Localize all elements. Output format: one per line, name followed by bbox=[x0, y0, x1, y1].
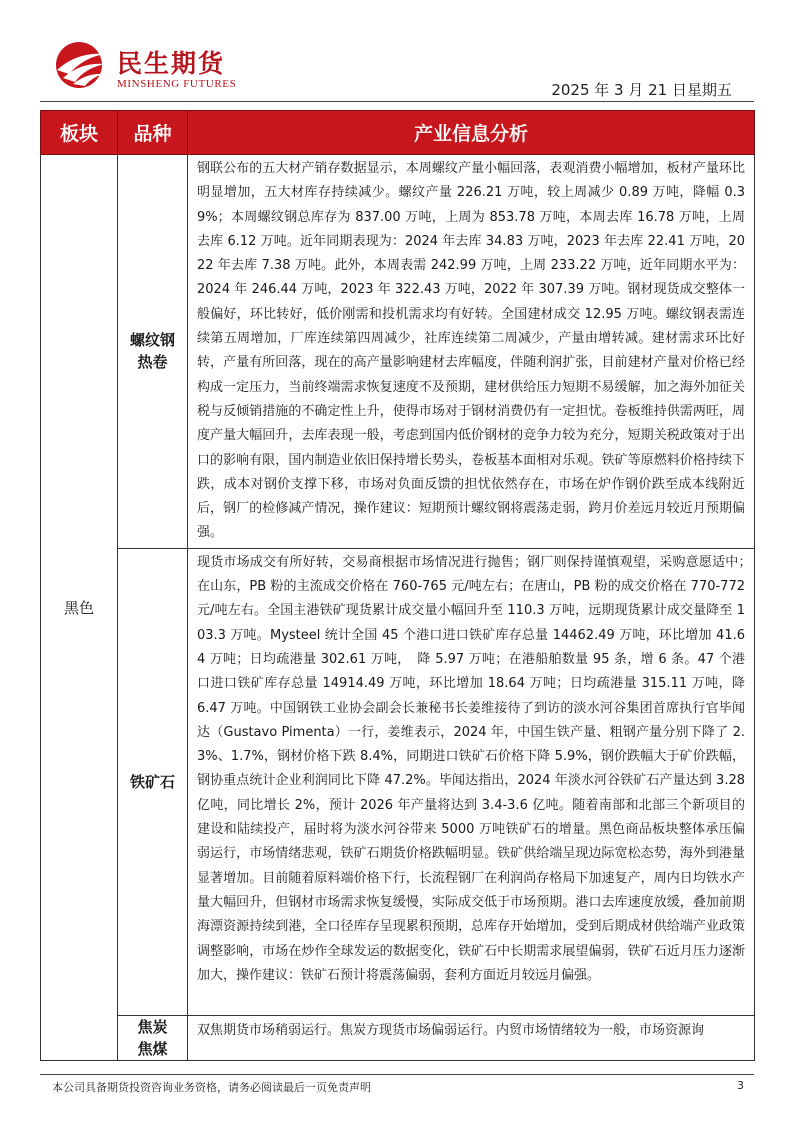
product-cell bbox=[118, 548, 188, 1015]
page-number: 3 bbox=[737, 1079, 744, 1092]
analysis-text: 现货市场成交有所好转，交易商根据市场情况进行抛售；钢厂则保持谨慎观望，采购意愿适中； 在山东，PB 粉的主流成交价格在 760-765 元/吨左右；在唐山，PB 粉的成交价格在 770-772 元/吨左右。全国主港铁矿现货累计成交量小幅回升至 110.3 万吨，远期现货累计成交量降至 103.3 万吨。Mysteel 统计全国 45 个港口进口铁矿库存总量 14462.49 万吨，环比增加 41.64 万吨；日均疏港量 302.61 万吨， 降 5.97 万吨；在港船舶数量 95 条，增 6 条。47 个港口进口铁矿库存总量 14914.49 万吨，环比增加 18.64 万吨；日均疏港量 315.11 万吨，降 6.47 万吨。中国钢铁工业协会副会长兼秘书长姜维接待了到访的淡水河谷集团首席执行官毕闻达（Gustavo Pimenta）一行，姜维表示，2024 年，中国生铁产量、粗钢产量分别下降了 2.3%、1.7%，钢材价格下跌 8.4%，同期进口铁矿石价格下降 5.9%，钢价跌幅大于矿价跌幅，钢协重点统计企业利润同比下降 47.2%。毕闻达指出，2024 年淡水河谷铁矿石产量达到 3.28 亿吨，同比增长 2%，预计 2026 年产量将达到 3.4-3.6 亿吨。随着南部和北部三个新项目的建设和陆续投产，届时将为淡水河谷带来 5000 万吨铁矿石的增量。黑色商品板块整体承压偏弱运行，市场情绪悲观，铁矿石期货价格跌幅明显。铁矿供给端呈现边际宽松态势，海外到港量显著增加。目前随着原料端价格下行，长流程钢厂在利润尚存格局下加速复产，周内日均铁水产量大幅回升，但钢材市场需求恢复缓慢，实际成交低于市场预期。港口去库速度放缓，叠加前期海漂资源持续到港，全口径库存呈现累积预期，总库存开始增加，受到后期成材供给端产业政策调整影响，市场在炒作全球发运的数据变化，铁矿石中长期需求展望偏弱，铁矿石近月压力逐渐加大，操作建议：铁矿石预计将震荡偏弱，套利方面近月较远月偏强。 bbox=[188, 548, 755, 1015]
table-row bbox=[41, 548, 755, 1015]
product-name: 焦炭 bbox=[137, 1017, 168, 1036]
footer-divider bbox=[40, 1074, 754, 1075]
brand-name-en: MINSHENG FUTURES bbox=[117, 78, 237, 90]
sector-cell: 黑色 bbox=[41, 155, 118, 1061]
column-header-sector: 板块 bbox=[41, 111, 118, 155]
product-cell bbox=[118, 1015, 188, 1060]
product-name: 螺纹钢 bbox=[129, 331, 175, 350]
report-date: 2025 年 3 月 21 日星期五 bbox=[551, 81, 732, 99]
product-name: 焦煤 bbox=[137, 1039, 168, 1058]
product-name: 铁矿石 bbox=[129, 772, 175, 791]
table-row bbox=[41, 155, 755, 549]
footer-disclaimer: 本公司具备期货投资咨询业务资格，请务必阅读最后一页免责声明 bbox=[52, 1081, 371, 1094]
product-name: 热卷 bbox=[137, 353, 168, 372]
minsheng-logo-icon bbox=[49, 40, 109, 90]
analysis-text: 双焦期货市场稍弱运行。焦炭方现货市场偏弱运行。内贸市场情绪较为一般，市场资源询 bbox=[188, 1015, 755, 1060]
table-row bbox=[41, 1015, 755, 1060]
industry-analysis-table bbox=[40, 110, 759, 1061]
header-divider bbox=[40, 101, 754, 102]
brand-name-cn: 民生期货 bbox=[117, 49, 226, 78]
column-header-product: 品种 bbox=[118, 111, 188, 155]
product-cell bbox=[118, 155, 188, 549]
column-header-analysis: 产业信息分析 bbox=[188, 111, 755, 155]
table-header-row bbox=[41, 111, 755, 155]
analysis-text: 钢联公布的五大材产销存数据显示，本周螺纹产量小幅回落，表观消费小幅增加，板材产量环比明显增加，五大材库存持续减少。螺纹产量 226.21 万吨，较上周减少 0.89 万吨，降幅 0.39%；本周螺纹钢总库存为 837.00 万吨，上周为 853.78 万吨，本周去库 16.78 万吨，上周去库 6.12 万吨。近年同期表现为：2024 年去库 34.83 万吨，2023 年去库 22.41 万吨，2022 年去库 7.38 万吨。此外，本周表需 242.99 万吨，上周 233.22 万吨，近年同期水平为：2024 年 246.44 万吨，2023 年 322.43 万吨，2022 年 307.39 万吨。钢材现货成交整体一般偏好，环比转好，低价刚需和投机需求均有好转。全国建材成交 12.95 万吨。螺纹钢表需连续第五周增加，厂库连续第四周减少，社库连续第二周减少，产量由增转减。建材需求环比好转，产量有所回落，现在的高产量影响建材去库幅度，伴随利润扩张，目前建材产量对价格已经构成一定压力，当前终端需求恢复速度不及预期，建材供给压力短期不易缓解，加之海外加征关税与反倾销措施的不确定性上升，使得市场对于钢材消费仍有一定担忧。卷板维持供需两旺，周度产量大幅回升，去库表现一般，考虑到国内低价钢材的竞争力较为充分，短期关税政策对于出口的影响有限，国内制造业依旧保持增长势头，卷板基本面相对乐观。铁矿等原燃料价格持续下跌，成本对钢价支撑下移，市场对负面反馈的担忧依然存在，市场在炉作钢价跌至成本线附近后，钢厂的检修减产情况，操作建议：短期预计螺纹钢将震荡走弱，跨月价差远月较近月预期偏强。 bbox=[188, 155, 755, 549]
